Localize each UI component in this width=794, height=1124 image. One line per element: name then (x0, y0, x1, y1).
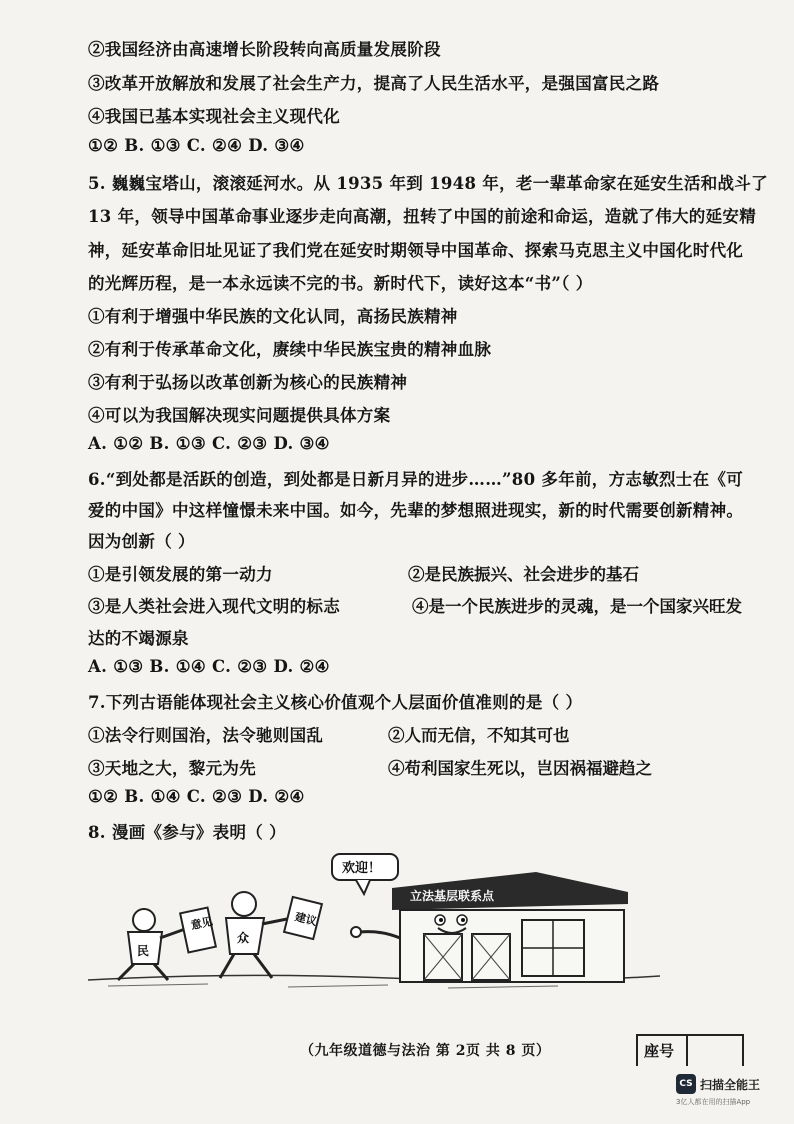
q8-stem: 8. 漫画《参与》表明（ ） (88, 823, 286, 842)
q6-option-1: ①是引领发展的第一动力 (88, 565, 273, 584)
q7-stem: 7.下列古语能体现社会主义核心价值观个人层面价值准则的是（ ） (88, 693, 583, 712)
watermark-tagline: 3亿人都在用的扫描App (676, 1098, 751, 1106)
q6-option-2: ②是民族振兴、社会进步的基石 (408, 565, 639, 584)
q4-option-3: ③改革开放解放和发展了社会生产力，提高了人民生活水平，是强国富民之路 (88, 74, 660, 93)
q7-answer-choices: ①② B. ①④ C. ②③ D. ②④ (88, 787, 305, 806)
participation-cartoon (88, 848, 660, 990)
q4-option-4: ④我国已基本实现社会主义现代化 (88, 107, 340, 126)
q6-answer-choices: A. ①③ B. ①④ C. ②③ D. ②④ (88, 657, 330, 676)
q5-option-1: ①有利于增强中华民族的文化认同，高扬民族精神 (88, 307, 458, 326)
citizen-figure-2 (220, 892, 322, 978)
seat-number-label: 座号 (644, 1042, 675, 1060)
liaison-building (351, 872, 628, 982)
q5-answer-choices: A. ①② B. ①③ C. ②③ D. ③④ (88, 434, 330, 453)
welcome-text: 欢迎！ (342, 861, 382, 876)
q5-option-4: ④可以为我国解决现实问题提供具体方案 (88, 406, 391, 425)
q6-option-4-cont: 达的不竭源泉 (88, 629, 189, 648)
q6-stem-line-3: 因为创新（ ） (88, 532, 195, 551)
citizen-figure-1 (118, 908, 216, 980)
seat-number-box (636, 1034, 744, 1066)
scanner-watermark (676, 1074, 788, 1110)
shirt-text-1: 民 (137, 944, 150, 958)
q5-option-2: ②有利于传承革命文化，赓续中华民族宝贵的精神血脉 (88, 340, 492, 359)
q7-option-3: ③天地之大，黎元为先 (88, 759, 256, 778)
q4-answer-choices: ①② B. ①③ C. ②④ D. ③④ (88, 136, 305, 155)
q5-stem-line-1: 5. 巍巍宝塔山，滚滚延河水。从 1935 年到 1948 年，老一辈革命家在延安生活和战斗了 (88, 174, 768, 193)
page-footer: （九年级道德与法治 第 2页 共 8 页） (300, 1043, 551, 1059)
watermark-app-name: 扫描全能王 (700, 1078, 761, 1092)
sign-text-2: 建议 (293, 910, 319, 929)
welcome-speech-bubble (332, 854, 398, 894)
q5-option-3: ③有利于弘扬以改革创新为核心的民族精神 (88, 373, 408, 392)
building-sign-text: 立法基层联系点 (410, 889, 495, 903)
q6-stem-line-2: 爱的中国》中这样憧憬未来中国。如今，先辈的梦想照进现实，新的时代需要创新精神。 (88, 501, 744, 520)
q7-option-4: ④苟利国家生死以，岂因祸福避趋之 (388, 759, 652, 778)
q4-option-2: ②我国经济由高速增长阶段转向高质量发展阶段 (88, 40, 441, 59)
q7-option-2: ②人而无信，不知其可也 (388, 726, 570, 745)
camscanner-logo-icon: CS (676, 1074, 696, 1094)
q5-stem-line-2: 13 年，领导中国革命事业逐步走向高潮，扭转了中国的前途和命运，造就了伟大的延安精 (88, 207, 757, 226)
q7-option-1: ①法令行则国治，法令驰则国乱 (88, 726, 324, 745)
seat-box-divider (686, 1036, 688, 1066)
q6-option-3: ③是人类社会进入现代文明的标志 (88, 597, 340, 616)
shirt-text-2: 众 (237, 931, 250, 945)
q5-stem-line-4: 的光辉历程，是一本永远读不完的书。新时代下，读好这本“书”（ ） (88, 274, 593, 293)
sign-text-1: 意见 (189, 914, 214, 933)
q6-stem-line-1: 6.“到处都是活跃的创造，到处都是日新月异的进步……”80 多年前，方志敏烈士在《可 (88, 470, 744, 489)
q5-stem-line-3: 神，延安革命旧址见证了我们党在延安时期领导中国革命、探索马克思主义中国化时代化 (88, 241, 744, 260)
q6-option-4: ④是一个民族进步的灵魂，是一个国家兴旺发 (412, 597, 742, 616)
